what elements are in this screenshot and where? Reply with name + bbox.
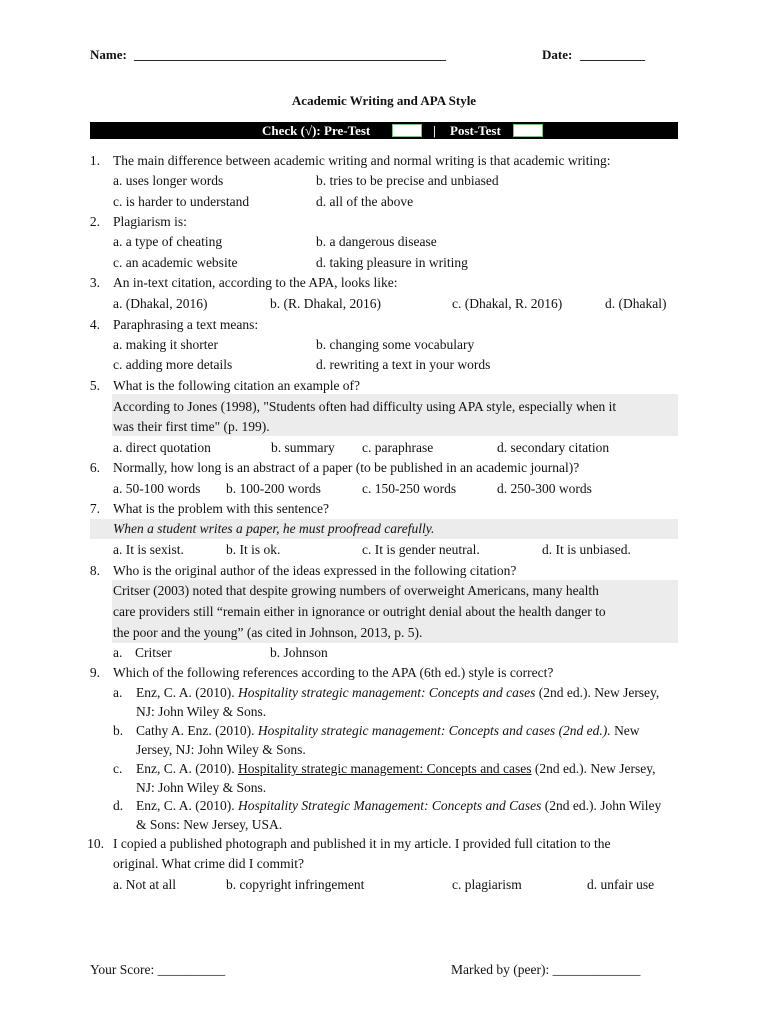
q9-option-b-title: Hospitality strategic management: Concepts and cases (2nd ed.). [257,723,611,738]
q2-option-b[interactable]: b. a dangerous disease [316,234,437,249]
q9-option-c-title: Hospitality strategic management: Concepts and cases [238,761,532,776]
q5-quote-line1: According to Jones (1998), "Students often had difficulty using APA style, especially when it [113,399,617,414]
q4-option-c[interactable]: c. adding more details [113,357,233,372]
q4-number: 4. [89,317,100,332]
q9-option-a-post: (2nd ed.). New Jersey, [535,685,660,700]
q2-text: Plagiarism is: [113,214,187,229]
q4-option-d[interactable]: d. rewriting a text in your words [316,357,491,372]
q7-number: 7. [89,501,100,516]
q5-quote-line2: was their first time" (p. 199). [113,419,270,434]
q8-number: 8. [89,563,100,578]
q5-option-c[interactable]: c. paraphrase [362,440,434,455]
q8-quote-line3: the poor and the young” (as cited in Johnson, 2013, p. 5). [113,625,423,640]
q2-number: 2. [89,214,100,229]
q8-quote-line2: care providers still “remain either in ignorance or outright denial about the health danger to [113,604,606,619]
q1-option-a[interactable]: a. uses longer words [113,173,224,188]
q9-option-d-title: Hospitality Strategic Management: Concepts and Cases [238,798,542,813]
q5-option-b[interactable]: b. summary [271,440,335,455]
q3-option-a[interactable]: a. (Dhakal, 2016) [113,296,208,311]
q5-number: 5. [89,378,100,393]
q5-text: What is the following citation an example of? [113,378,361,393]
q8-quote-line1: Critser (2003) noted that despite growing numbers of overweight Americans, many health [113,583,599,598]
q9-option-a-line2: NJ: John Wiley & Sons. [136,704,267,719]
q7-option-d[interactable]: d. It is unbiased. [542,542,631,557]
check-bar [90,122,678,139]
q4-option-b[interactable]: b. changing some vocabulary [316,337,475,352]
q1-option-c[interactable]: c. is harder to understand [113,194,250,209]
q10-option-d[interactable]: d. unfair use [587,877,655,892]
q9-option-a[interactable] [136,683,659,703]
q5-option-a[interactable]: a. direct quotation [113,440,211,455]
q8-option-a-letter: a. [113,645,123,660]
pre-test-label: Check (√): Pre-Test [262,123,371,138]
q9-option-d-letter: d. [113,798,124,813]
post-test-checkbox[interactable] [513,124,543,137]
q10-option-c[interactable]: c. plagiarism [452,877,522,892]
q6-option-a[interactable]: a. 50-100 words [113,481,201,496]
q7-option-b[interactable]: b. It is ok. [226,542,281,557]
q7-text: What is the problem with this sentence? [113,501,329,516]
q9-option-a-letter: a. [113,685,123,700]
date-blank[interactable]: __________ [580,47,645,62]
q4-text: Paraphrasing a text means: [113,317,259,332]
q9-option-c-post: (2nd ed.). New Jersey, [531,761,656,776]
post-test-label: Post-Test [450,123,501,138]
q8-option-b[interactable]: b. Johnson [270,645,328,660]
q6-number: 6. [89,460,100,475]
q9-option-c-pre: Enz, C. A. (2010). [136,761,238,776]
pre-test-checkbox[interactable] [392,124,422,137]
q9-option-b[interactable] [136,721,640,741]
q9-option-d[interactable] [136,796,661,816]
name-blank[interactable]: ________________________________________________ [134,47,446,62]
q9-option-b-line2: Jersey, NJ: John Wiley & Sons. [136,742,306,757]
q2-option-a[interactable]: a. a type of cheating [113,234,223,249]
q5-option-d[interactable]: d. secondary citation [497,440,610,455]
q1-option-b[interactable]: b. tries to be precise and unbiased [316,173,499,188]
page-title: Academic Writing and APA Style [291,93,477,108]
q10-text-line1: I copied a published photograph and published it in my article. I provided full citation to the [113,836,611,851]
date-label: Date: [542,47,573,62]
q9-option-a-pre: Enz, C. A. (2010). [136,685,238,700]
q9-text: Which of the following references according to the APA (6th ed.) style is correct? [113,665,554,680]
q9-number: 9. [89,665,100,680]
q3-text: An in-text citation, according to the APA, looks like: [113,275,398,290]
q4-option-a[interactable]: a. making it shorter [113,337,218,352]
q10-number: 10. [87,836,104,851]
q6-option-d[interactable]: d. 250-300 words [497,481,592,496]
q8-option-a[interactable]: Critser [135,645,172,660]
q10-text-line2: original. What crime did I commit? [113,856,304,871]
q9-option-c-letter: c. [113,761,123,776]
q9-option-d-post: (2nd ed.). John Wiley [541,798,662,813]
q6-option-c[interactable]: c. 150-250 words [362,481,457,496]
q1-number: 1. [89,153,100,168]
q1-text: The main difference between academic writing and normal writing is that academic writing: [113,153,611,168]
q9-option-a-title: Hospitality strategic management: Concepts and cases [238,685,536,700]
q9-option-b-letter: b. [113,723,124,738]
q7-option-a[interactable]: a. It is sexist. [113,542,184,557]
score-field[interactable]: Your Score: __________ [90,962,226,977]
q2-option-d[interactable]: d. taking pleasure in writing [316,255,468,270]
q7-option-c[interactable]: c. It is gender neutral. [362,542,480,557]
q9-option-d-line2: & Sons: New Jersey, USA. [136,817,283,832]
q6-option-b[interactable]: b. 100-200 words [226,481,321,496]
q1-option-d[interactable]: d. all of the above [316,194,414,209]
q9-option-b-post: New [610,723,640,738]
name-label: Name: [90,47,127,62]
q10-option-b[interactable]: b. copyright infringement [226,877,365,892]
q2-option-c[interactable]: c. an academic website [113,255,238,270]
q3-option-b[interactable]: b. (R. Dhakal, 2016) [270,296,381,311]
marked-by-field[interactable]: Marked by (peer): _____________ [451,962,641,977]
q9-option-c-line2: NJ: John Wiley & Sons. [136,780,267,795]
q10-option-a[interactable]: a. Not at all [113,877,176,892]
q3-number: 3. [89,275,100,290]
q8-text: Who is the original author of the ideas expressed in the following citation? [113,563,517,578]
q3-option-c[interactable]: c. (Dhakal, R. 2016) [452,296,563,311]
q9-option-c[interactable] [136,759,656,779]
separator: | [433,123,436,138]
q9-option-d-pre: Enz, C. A. (2010). [136,798,238,813]
q9-option-b-pre: Cathy A. Enz. (2010). [136,723,258,738]
q6-text: Normally, how long is an abstract of a paper (to be published in an academic journal)? [113,460,580,475]
q3-option-d[interactable]: d. (Dhakal) [605,296,667,311]
q7-sentence: When a student writes a paper, he must proofread carefully. [113,521,435,536]
